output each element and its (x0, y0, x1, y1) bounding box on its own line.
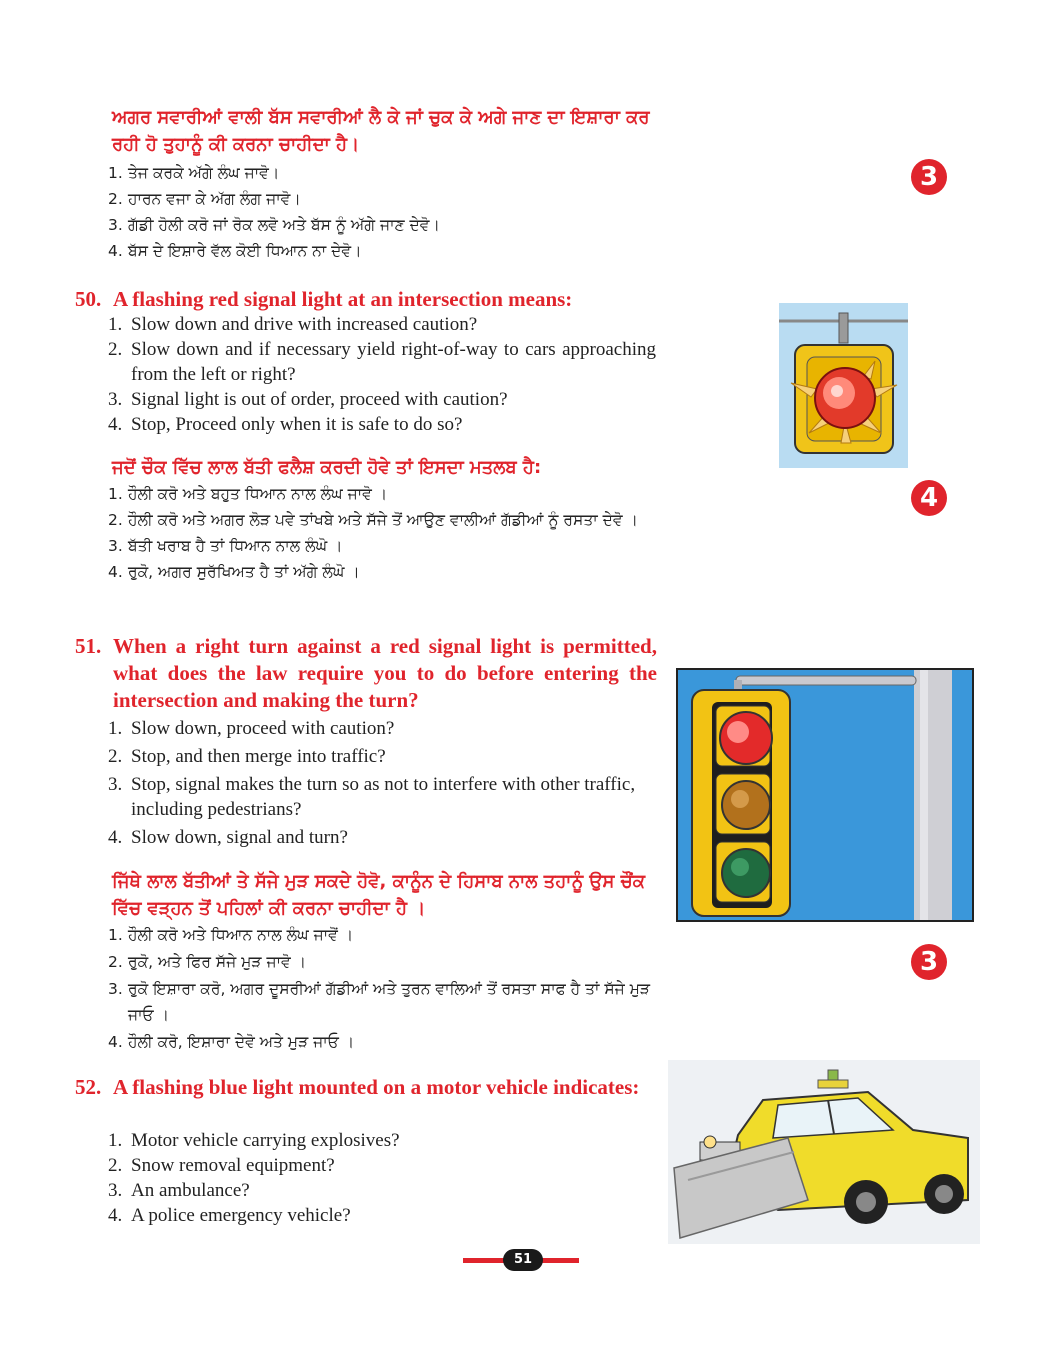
option-number: 1. (108, 485, 123, 503)
option-number: 1. (108, 718, 123, 739)
q51-options (108, 716, 656, 850)
q49-punjabi-question: ਅਗਰ ਸਵਾਰੀਆਂ ਵਾਲੀ ਬੱਸ ਸਵਾਰੀਆਂ ਲੈ ਕੇ ਜਾਂ ਚੁਕ ਕੇ ਅਗੇ ਜਾਣ ਦਾ ਇਸ਼ਾਰਾ ਕਰ ਰਹੀ ਹੋ ਤੁਹਾਨੂੰ ਕੀ ਕਰਨਾ ਚਾਹੀਦਾ ਹੈ। (112, 107, 650, 155)
option (108, 481, 658, 507)
option (108, 1029, 658, 1055)
q49-punjabi-options (108, 160, 658, 264)
option (108, 1153, 656, 1178)
option-text: ਰੁਕੋ ਇਸ਼ਾਰਾ ਕਰੋ, ਅਗਰ ਦੂਸਰੀਆਂ ਗੱਡੀਆਂ ਅਤੇ ਤੁਰਨ ਵਾਲਿਆਂ ਤੋਂ ਰਸਤਾ ਸਾਫ ਹੈ ਤਾਂ ਸੱਜੇ ਮੁੜ ਜਾਓ । (128, 980, 651, 1024)
option-number: 4. (108, 1033, 123, 1051)
option-text: ਰੁਕੋ, ਅਤੇ ਫਿਰ ਸੱਜੇ ਮੁੜ ਜਾਵੋ । (128, 953, 307, 971)
option-text: Slow down, signal and turn? (131, 827, 348, 848)
q50-question (75, 286, 657, 313)
option-number: 1. (108, 314, 123, 335)
q52-question (75, 1074, 657, 1101)
q50-punjabi-question: ਜਦੋਂ ਚੌਕ ਵਿੱਚ ਲਾਲ ਬੱਤੀ ਫਲੈਸ਼ ਕਰਦੀ ਹੋਵੇ ਤਾਂ ਇਸਦਾ ਮਤਲਬ ਹੈ: (112, 457, 542, 478)
option (108, 238, 658, 264)
option (108, 716, 656, 741)
option (108, 1203, 656, 1228)
option (108, 1128, 656, 1153)
option (108, 337, 656, 387)
option-text: Slow down and drive with increased caution? (131, 314, 478, 335)
option (108, 160, 658, 186)
option-text: ਹੌਲੀ ਕਰੋ ਅਤੇ ਬਹੁਤ ਧਿਆਨ ਨਾਲ ਲੰਘ ਜਾਵੋ । (128, 485, 388, 503)
option (108, 312, 656, 337)
option-text: ਹੌਲੀ ਕਰੋ ਅਤੇ ਧਿਆਨ ਨਾਲ ਲੰਘ ਜਾਵੋਂ । (128, 926, 354, 944)
option-number: 2. (108, 190, 123, 208)
option-number: 3. (108, 216, 123, 234)
option-text: A police emergency vehicle? (131, 1205, 351, 1226)
option (108, 949, 658, 975)
option-number: 4. (108, 827, 123, 848)
option-number: 2. (108, 746, 123, 767)
answer-badge-q51: 3 (911, 944, 947, 980)
option (108, 744, 656, 769)
q51-question (75, 633, 657, 714)
option-number: 2. (108, 1155, 123, 1176)
option-number: 3. (108, 389, 123, 410)
option (108, 533, 658, 559)
option-text: ਹਾਰਨ ਵਜਾ ਕੇ ਅੱਗ ਲੰਗ ਜਾਵੋ। (128, 190, 301, 208)
option-text: Motor vehicle carrying explosives? (131, 1130, 400, 1151)
option-text: ਹੌਲੀ ਕਰੋ, ਇਸ਼ਾਰਾ ਦੇਵੋ ਅਤੇ ਮੁੜ ਜਾਓ । (128, 1033, 355, 1051)
q51-punjabi-options (108, 922, 658, 1055)
q50-options (108, 312, 656, 437)
option-number: 4. (108, 414, 123, 435)
traffic-signal-image (676, 668, 974, 922)
option-number: 1. (108, 164, 123, 182)
answer-badge-q49: 3 (911, 159, 947, 195)
option-text: ਰੁਕੋ, ਅਗਰ ਸੁਰੱਖਿਅਤ ਹੈ ਤਾਂ ਅੱਗੇ ਲੰਘੋ । (128, 563, 360, 581)
page-number: 51 (503, 1249, 543, 1271)
option-text: Slow down, proceed with caution? (131, 718, 395, 739)
q51-punjabi-question: ਜਿੱਥੇ ਲਾਲ ਬੱਤੀਆਂ ਤੇ ਸੱਜੇ ਮੁੜ ਸਕਦੇ ਹੋਵੋ, ਕਾਨੂੰਨ ਦੇ ਹਿਸਾਬ ਨਾਲ ਤਹਾਨੂੰ ਉਸ ਚੌਂਕ ਵਿੱਚ ਵੜ੍ਹਨ ਤੋਂ ਪਹਿਲਾਂ ਕੀ ਕਰਨਾ ਚਾਹੀਦਾ ਹੈ । (112, 871, 646, 919)
option-number: 2. (108, 511, 123, 529)
option-text: ਤੇਜ ਕਰਕੇ ਅੱਗੇ ਲੰਘ ਜਾਵੋ। (128, 164, 280, 182)
option-text: Stop, and then merge into traffic? (131, 746, 386, 767)
option (108, 1178, 656, 1203)
option-number: 4. (108, 1205, 123, 1226)
option-text: An ambulance? (131, 1180, 250, 1201)
answer-badge-q50: 4 (911, 480, 947, 516)
question-text: A flashing red signal light at an intersection means: (113, 287, 573, 311)
option-number: 2. (108, 339, 123, 360)
question-text: A flashing blue light mounted on a motor vehicle indicates: (113, 1075, 640, 1099)
option-text: Slow down and if necessary yield right-of-way to cars approaching from the left or right? (131, 339, 656, 385)
option-number: 3. (108, 774, 123, 795)
question-number: 52. (75, 1075, 102, 1099)
option-text: Stop, signal makes the turn so as not to interfere with other traffic, including pedestrians? (131, 774, 636, 820)
option-number: 3. (108, 1180, 123, 1201)
question-number: 50. (75, 287, 102, 311)
option-text: Signal light is out of order, proceed with caution? (131, 389, 508, 410)
option (108, 412, 656, 437)
option-text: ਹੌਲੀ ਕਰੋ ਅਤੇ ਅਗਰ ਲੋੜ ਪਵੇ ਤਾਂਖਬੇ ਅਤੇ ਸੱਜੇ ਤੋਂ ਆਉਣ ਵਾਲੀਆਂ ਗੱਡੀਆਂ ਨੂੰ ਰਸਤਾ ਦੇਵੋ । (128, 511, 638, 529)
question-number: 51. (75, 634, 102, 658)
question-text: When a right turn against a red signal light is permitted, what does the law require you to do before entering the intersection and making the turn? (113, 634, 657, 712)
option-number: 1. (108, 926, 123, 944)
option-text: ਬੱਸ ਦੇ ਇਸ਼ਾਰੇ ਵੱਲ ਕੋਈ ਧਿਆਨ ਨਾ ਦੇਵੋ। (128, 242, 362, 260)
option-number: 3. (108, 980, 123, 998)
option-text: ਗੱਡੀ ਹੋਲੀ ਕਰੋ ਜਾਂ ਰੋਕ ਲਵੋ ਅਤੇ ਬੱਸ ਨੂੰ ਅੱਗੇ ਜਾਣ ਦੇਵੋ। (128, 216, 440, 234)
option (108, 922, 658, 948)
option-text: Snow removal equipment? (131, 1155, 335, 1176)
option-number: 2. (108, 953, 123, 971)
option (108, 976, 658, 1028)
flashing-red-light-image (779, 303, 908, 468)
option-text: Stop, Proceed only when it is safe to do so? (131, 414, 463, 435)
option-number: 4. (108, 563, 123, 581)
option (108, 507, 658, 533)
option (108, 186, 658, 212)
option-text: ਬੱਤੀ ਖਰਾਬ ਹੈ ਤਾਂ ਧਿਆਨ ਨਾਲ ਲੰਘੋ । (128, 537, 343, 555)
option-number: 1. (108, 1130, 123, 1151)
q52-options (108, 1128, 656, 1228)
q50-punjabi-options (108, 481, 658, 585)
option (108, 825, 656, 850)
option (108, 212, 658, 238)
option (108, 772, 656, 822)
option-number: 4. (108, 242, 123, 260)
option (108, 559, 658, 585)
snow-plow-truck-image (668, 1060, 980, 1244)
option (108, 387, 656, 412)
option-number: 3. (108, 537, 123, 555)
